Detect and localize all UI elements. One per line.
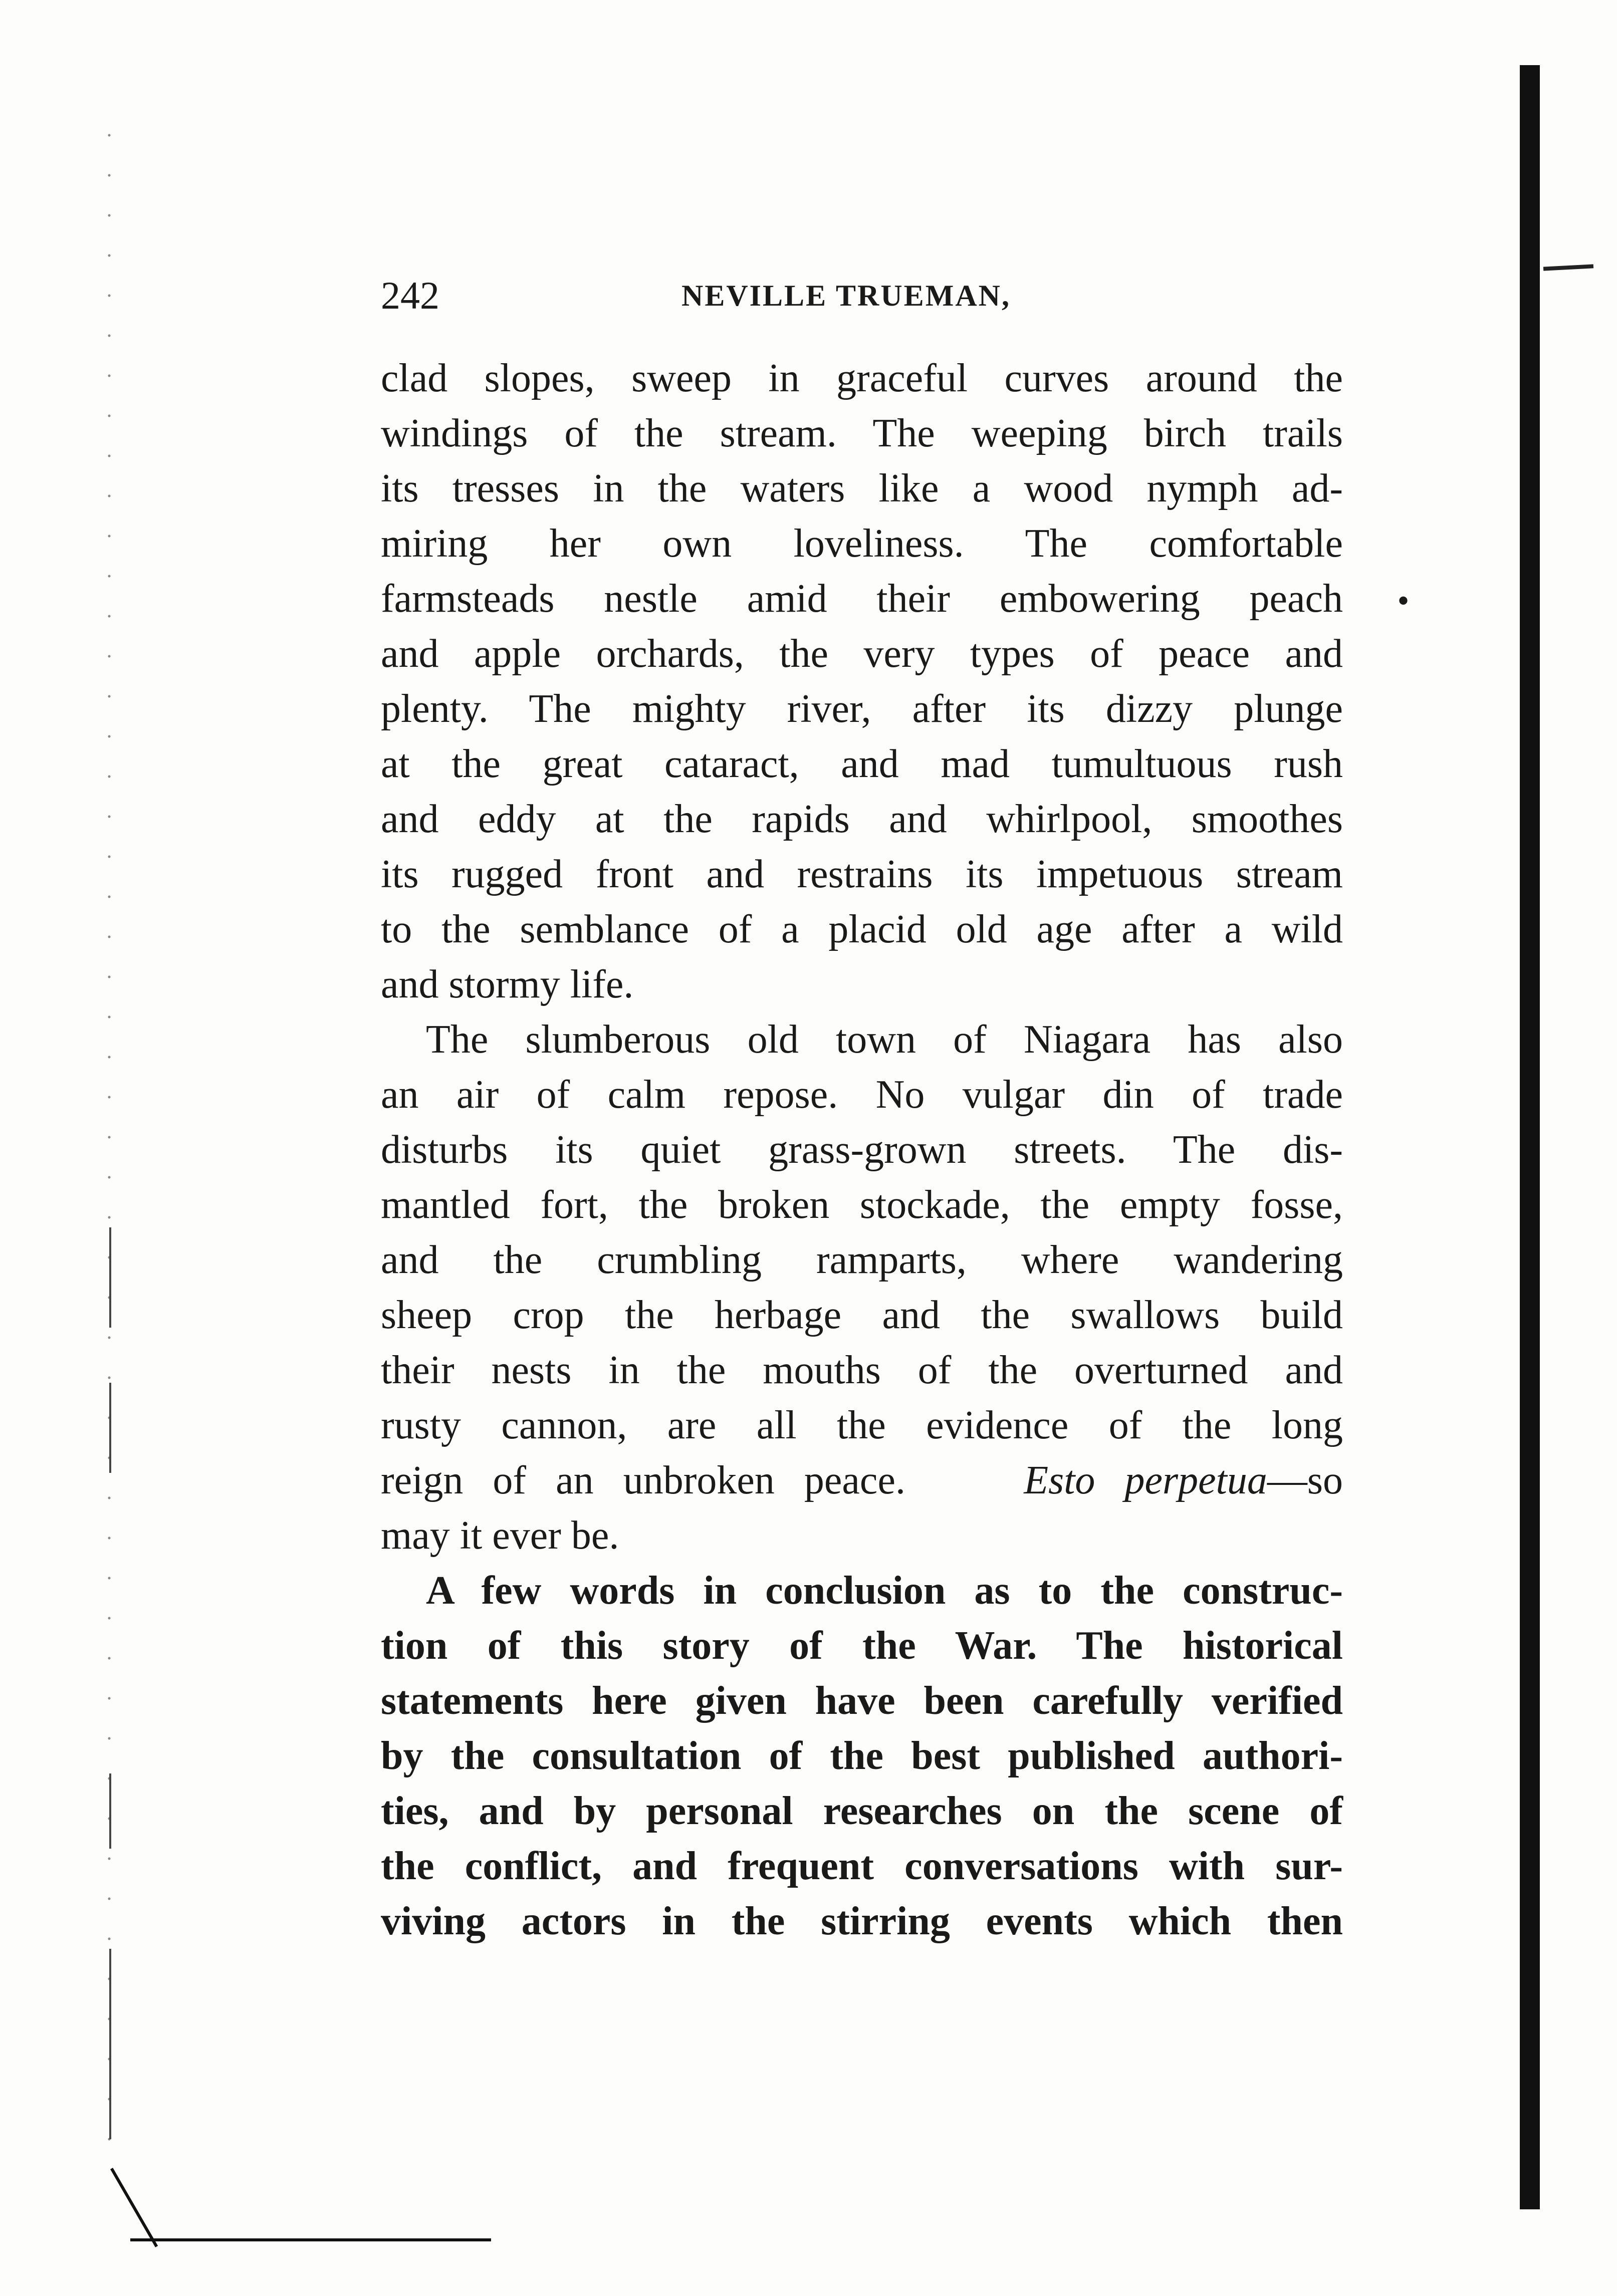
text-line: viving actors in the stirring events which then [381,1899,1343,1943]
text-line: miring her own loveliness. The comfortable [381,522,1343,566]
text-line: farmsteads nestle amid their embowering peach [381,577,1343,621]
left-margin-dots [108,115,111,2169]
body-text [381,351,1343,1949]
bold-paragraph [381,1563,1343,1949]
latin-phrase: Esto perpetua [1024,1458,1267,1502]
text-line: its rugged front and restrains its impetuous stream [381,852,1343,896]
text-line: plenty. The mighty river, after its dizzy plunge [381,687,1343,731]
text-line: and stormy life. [381,962,634,1006]
binding-tick-mark [1543,264,1593,271]
text-line: its tresses in the waters like a wood nymph ad- [381,466,1343,511]
text-line-mixed [381,1453,1343,1508]
binding-edge [1520,65,1540,2209]
text-line: to the semblance of a placid old age after a wild [381,907,1343,951]
text-line: the conflict, and frequent conversations with sur- [381,1844,1343,1888]
left-margin-rule [109,1383,111,1473]
text-line: clad slopes, sweep in graceful curves around the [381,356,1343,400]
running-head: NEVILLE TRUEMAN, [681,279,1011,312]
margin-mark: • [1398,584,1409,617]
text-line: disturbs its quiet grass-grown streets. The dis- [381,1128,1343,1172]
text-line: their nests in the mouths of the overturned and [381,1348,1343,1392]
text-line: may it ever be. [381,1513,619,1558]
left-margin-rule [109,1949,111,2139]
text-segment: —so [1267,1458,1343,1502]
text-line: and apple orchards, the very types of peace and [381,632,1343,676]
page-header [381,271,1343,321]
left-margin-rule [109,1773,111,1849]
text-line: A few words in conclusion as to the construc- [426,1569,1343,1613]
text-line: and the crumbling ramparts, where wandering [381,1238,1343,1282]
text-line: mantled fort, the broken stockade, the empty fosse, [381,1183,1343,1227]
text-line: an air of calm repose. No vulgar din of trade [381,1073,1343,1117]
text-line: and eddy at the rapids and whirlpool, smoothes [381,797,1343,841]
corner-scan-mark [110,2168,158,2247]
text-segment: reign of an unbroken peace. [381,1458,905,1502]
text-line: by the consultation of the best published authori- [381,1734,1343,1778]
text-line: The slumberous old town of Niagara has also [426,1017,1343,1062]
text-line: ties, and by personal researches on the scene of [381,1789,1343,1833]
text-line: windings of the stream. The weeping birch trails [381,411,1343,455]
text-line: tion of this story of the War. The historical [381,1624,1343,1668]
text-line: sheep crop the herbage and the swallows build [381,1293,1343,1337]
bottom-scan-line [130,2238,491,2241]
text-line: statements here given have been carefully verified [381,1679,1343,1723]
page-number: 242 [381,274,439,317]
text-line: at the great cataract, and mad tumultuous rush [381,742,1343,786]
text-line: rusty cannon, are all the evidence of the long [381,1403,1343,1447]
left-margin-rule [109,1227,111,1328]
